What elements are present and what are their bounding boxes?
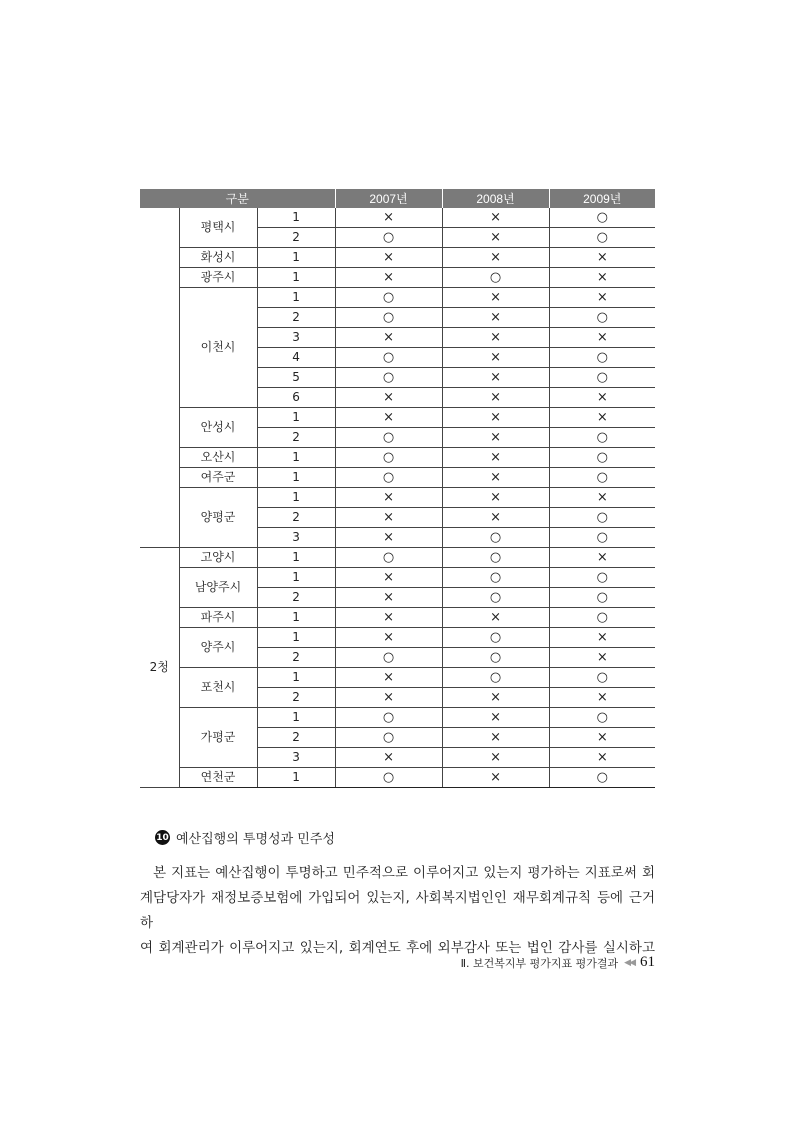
result-cell-2008: ×: [442, 768, 549, 788]
result-cell-2009: ○: [549, 228, 655, 248]
result-cell-2009: ×: [549, 548, 655, 568]
item-number-cell: 1: [257, 248, 335, 268]
item-number-cell: 1: [257, 548, 335, 568]
result-cell-2008: ×: [442, 508, 549, 528]
result-cell-2007: ○: [335, 768, 442, 788]
result-cell-2007: ×: [335, 668, 442, 688]
city-cell: 평택시: [179, 208, 257, 248]
result-cell-2008: ×: [442, 208, 549, 228]
result-cell-2007: ○: [335, 228, 442, 248]
table-row: [140, 608, 655, 628]
result-cell-2007: ○: [335, 468, 442, 488]
result-cell-2009: ○: [549, 568, 655, 588]
item-number-cell: 5: [257, 368, 335, 388]
result-cell-2009: ×: [549, 688, 655, 708]
item-number-cell: 6: [257, 388, 335, 408]
item-number-cell: 2: [257, 508, 335, 528]
city-cell: 남양주시: [179, 568, 257, 608]
result-cell-2009: ×: [549, 408, 655, 428]
result-cell-2009: ×: [549, 248, 655, 268]
section-number-icon: 10: [155, 830, 170, 845]
result-cell-2009: ×: [549, 268, 655, 288]
result-cell-2009: ×: [549, 488, 655, 508]
result-cell-2008: ×: [442, 228, 549, 248]
result-cell-2008: ×: [442, 368, 549, 388]
result-cell-2008: ○: [442, 268, 549, 288]
double-arrow-left-icon: ◀◀: [624, 957, 634, 968]
result-cell-2007: ×: [335, 328, 442, 348]
result-cell-2008: ○: [442, 568, 549, 588]
body-line: 본 지표는 예산집행이 투명하고 민주적으로 이루어지고 있는지 평가하는 지표로써 회: [153, 865, 655, 881]
table-row: [140, 628, 655, 648]
result-cell-2009: ○: [549, 368, 655, 388]
result-cell-2007: ×: [335, 528, 442, 548]
result-cell-2007: ○: [335, 728, 442, 748]
header-category: 구분: [140, 189, 335, 208]
result-cell-2008: ×: [442, 608, 549, 628]
result-cell-2007: ○: [335, 428, 442, 448]
result-cell-2008: ×: [442, 388, 549, 408]
evaluation-table: [140, 189, 655, 788]
region-cell: [140, 208, 179, 548]
city-cell: 이천시: [179, 288, 257, 408]
item-number-cell: 3: [257, 748, 335, 768]
item-number-cell: 1: [257, 628, 335, 648]
result-cell-2007: ×: [335, 508, 442, 528]
result-cell-2007: ×: [335, 408, 442, 428]
table-row: [140, 268, 655, 288]
item-number-cell: 1: [257, 568, 335, 588]
header-2009: 2009년: [549, 189, 655, 208]
table-row: [140, 248, 655, 268]
result-cell-2007: ○: [335, 648, 442, 668]
result-cell-2009: ○: [549, 308, 655, 328]
result-cell-2009: ×: [549, 328, 655, 348]
city-cell: 가평군: [179, 708, 257, 768]
body-paragraph: [140, 861, 655, 961]
body-line: 계담당자가 재정보증보험에 가입되어 있는지, 사회복지법인인 재무회계규칙 등에 근거하: [140, 890, 655, 931]
result-cell-2008: ○: [442, 628, 549, 648]
section-heading: [155, 828, 335, 847]
item-number-cell: 1: [257, 208, 335, 228]
result-cell-2008: ×: [442, 408, 549, 428]
item-number-cell: 1: [257, 668, 335, 688]
body-line: 여 회계관리가 이루어지고 있는지, 회계연도 후에 외부감사 또는 법인 감사를 실시하고: [140, 940, 655, 956]
result-cell-2008: ×: [442, 288, 549, 308]
result-cell-2008: ×: [442, 328, 549, 348]
table-row: [140, 488, 655, 508]
result-cell-2007: ○: [335, 308, 442, 328]
result-cell-2007: ×: [335, 588, 442, 608]
result-cell-2008: ×: [442, 348, 549, 368]
result-cell-2007: ○: [335, 548, 442, 568]
result-cell-2007: ○: [335, 708, 442, 728]
city-cell: 여주군: [179, 468, 257, 488]
item-number-cell: 1: [257, 488, 335, 508]
item-number-cell: 1: [257, 708, 335, 728]
header-2008: 2008년: [442, 189, 549, 208]
item-number-cell: 1: [257, 608, 335, 628]
result-cell-2009: ○: [549, 608, 655, 628]
item-number-cell: 1: [257, 468, 335, 488]
item-number-cell: 2: [257, 728, 335, 748]
result-cell-2008: ×: [442, 688, 549, 708]
item-number-cell: 2: [257, 428, 335, 448]
result-cell-2009: ○: [549, 348, 655, 368]
section-title: 예산집행의 투명성과 민주성: [176, 832, 335, 847]
result-cell-2007: ×: [335, 748, 442, 768]
result-cell-2009: ○: [549, 768, 655, 788]
table-row: [140, 708, 655, 728]
item-number-cell: 2: [257, 588, 335, 608]
result-cell-2008: ○: [442, 588, 549, 608]
result-cell-2009: ○: [549, 448, 655, 468]
table-row: [140, 448, 655, 468]
city-cell: 파주시: [179, 608, 257, 628]
table-row: [140, 408, 655, 428]
item-number-cell: 1: [257, 288, 335, 308]
result-cell-2008: ×: [442, 248, 549, 268]
table-row: [140, 208, 655, 228]
item-number-cell: 2: [257, 228, 335, 248]
city-cell: 화성시: [179, 248, 257, 268]
result-cell-2009: ×: [549, 728, 655, 748]
table-header-row: [140, 189, 655, 208]
result-cell-2007: ○: [335, 288, 442, 308]
item-number-cell: 4: [257, 348, 335, 368]
result-cell-2008: ×: [442, 468, 549, 488]
result-cell-2009: ○: [549, 208, 655, 228]
result-cell-2009: ○: [549, 508, 655, 528]
result-cell-2007: ×: [335, 268, 442, 288]
city-cell: 광주시: [179, 268, 257, 288]
page-footer: [461, 954, 655, 971]
result-cell-2009: ○: [549, 668, 655, 688]
result-cell-2008: ×: [442, 308, 549, 328]
city-cell: 고양시: [179, 548, 257, 568]
city-cell: 안성시: [179, 408, 257, 448]
result-cell-2008: ×: [442, 488, 549, 508]
result-cell-2009: ×: [549, 648, 655, 668]
table-body: [140, 208, 655, 788]
item-number-cell: 1: [257, 448, 335, 468]
result-cell-2007: ○: [335, 348, 442, 368]
result-cell-2008: ○: [442, 528, 549, 548]
city-cell: 양주시: [179, 628, 257, 668]
region-cell: 2청: [140, 548, 179, 788]
result-cell-2007: ×: [335, 248, 442, 268]
table-row: [140, 468, 655, 488]
result-cell-2007: ×: [335, 488, 442, 508]
result-cell-2008: ○: [442, 668, 549, 688]
table-row: [140, 668, 655, 688]
item-number-cell: 3: [257, 328, 335, 348]
city-cell: 양평군: [179, 488, 257, 548]
footer-chapter: Ⅱ. 보건복지부 평가지표 평가결과: [460, 956, 619, 970]
result-cell-2008: ×: [442, 728, 549, 748]
result-cell-2009: ×: [549, 748, 655, 768]
item-number-cell: 2: [257, 308, 335, 328]
result-cell-2007: ○: [335, 368, 442, 388]
item-number-cell: 2: [257, 648, 335, 668]
table-row: [140, 288, 655, 308]
city-cell: 오산시: [179, 448, 257, 468]
result-cell-2007: ×: [335, 208, 442, 228]
result-cell-2009: ×: [549, 388, 655, 408]
result-cell-2009: ○: [549, 528, 655, 548]
item-number-cell: 2: [257, 688, 335, 708]
result-cell-2008: ×: [442, 428, 549, 448]
result-cell-2007: ×: [335, 608, 442, 628]
table-row: [140, 568, 655, 588]
result-cell-2008: ×: [442, 708, 549, 728]
result-cell-2008: ×: [442, 748, 549, 768]
result-cell-2008: ○: [442, 548, 549, 568]
result-cell-2007: ×: [335, 568, 442, 588]
result-cell-2008: ○: [442, 648, 549, 668]
result-cell-2009: ○: [549, 708, 655, 728]
result-cell-2009: ×: [549, 288, 655, 308]
result-cell-2007: ○: [335, 448, 442, 468]
city-cell: 포천시: [179, 668, 257, 708]
item-number-cell: 1: [257, 408, 335, 428]
table-row: [140, 548, 655, 568]
city-cell: 연천군: [179, 768, 257, 788]
result-cell-2007: ×: [335, 628, 442, 648]
item-number-cell: 1: [257, 768, 335, 788]
result-cell-2009: ○: [549, 588, 655, 608]
page-number: 61: [640, 954, 655, 970]
result-cell-2009: ○: [549, 428, 655, 448]
item-number-cell: 1: [257, 268, 335, 288]
result-cell-2007: ×: [335, 688, 442, 708]
table-row: [140, 768, 655, 788]
item-number-cell: 3: [257, 528, 335, 548]
header-2007: 2007년: [335, 189, 442, 208]
result-cell-2008: ×: [442, 448, 549, 468]
result-cell-2009: ×: [549, 628, 655, 648]
result-cell-2007: ×: [335, 388, 442, 408]
result-cell-2009: ○: [549, 468, 655, 488]
